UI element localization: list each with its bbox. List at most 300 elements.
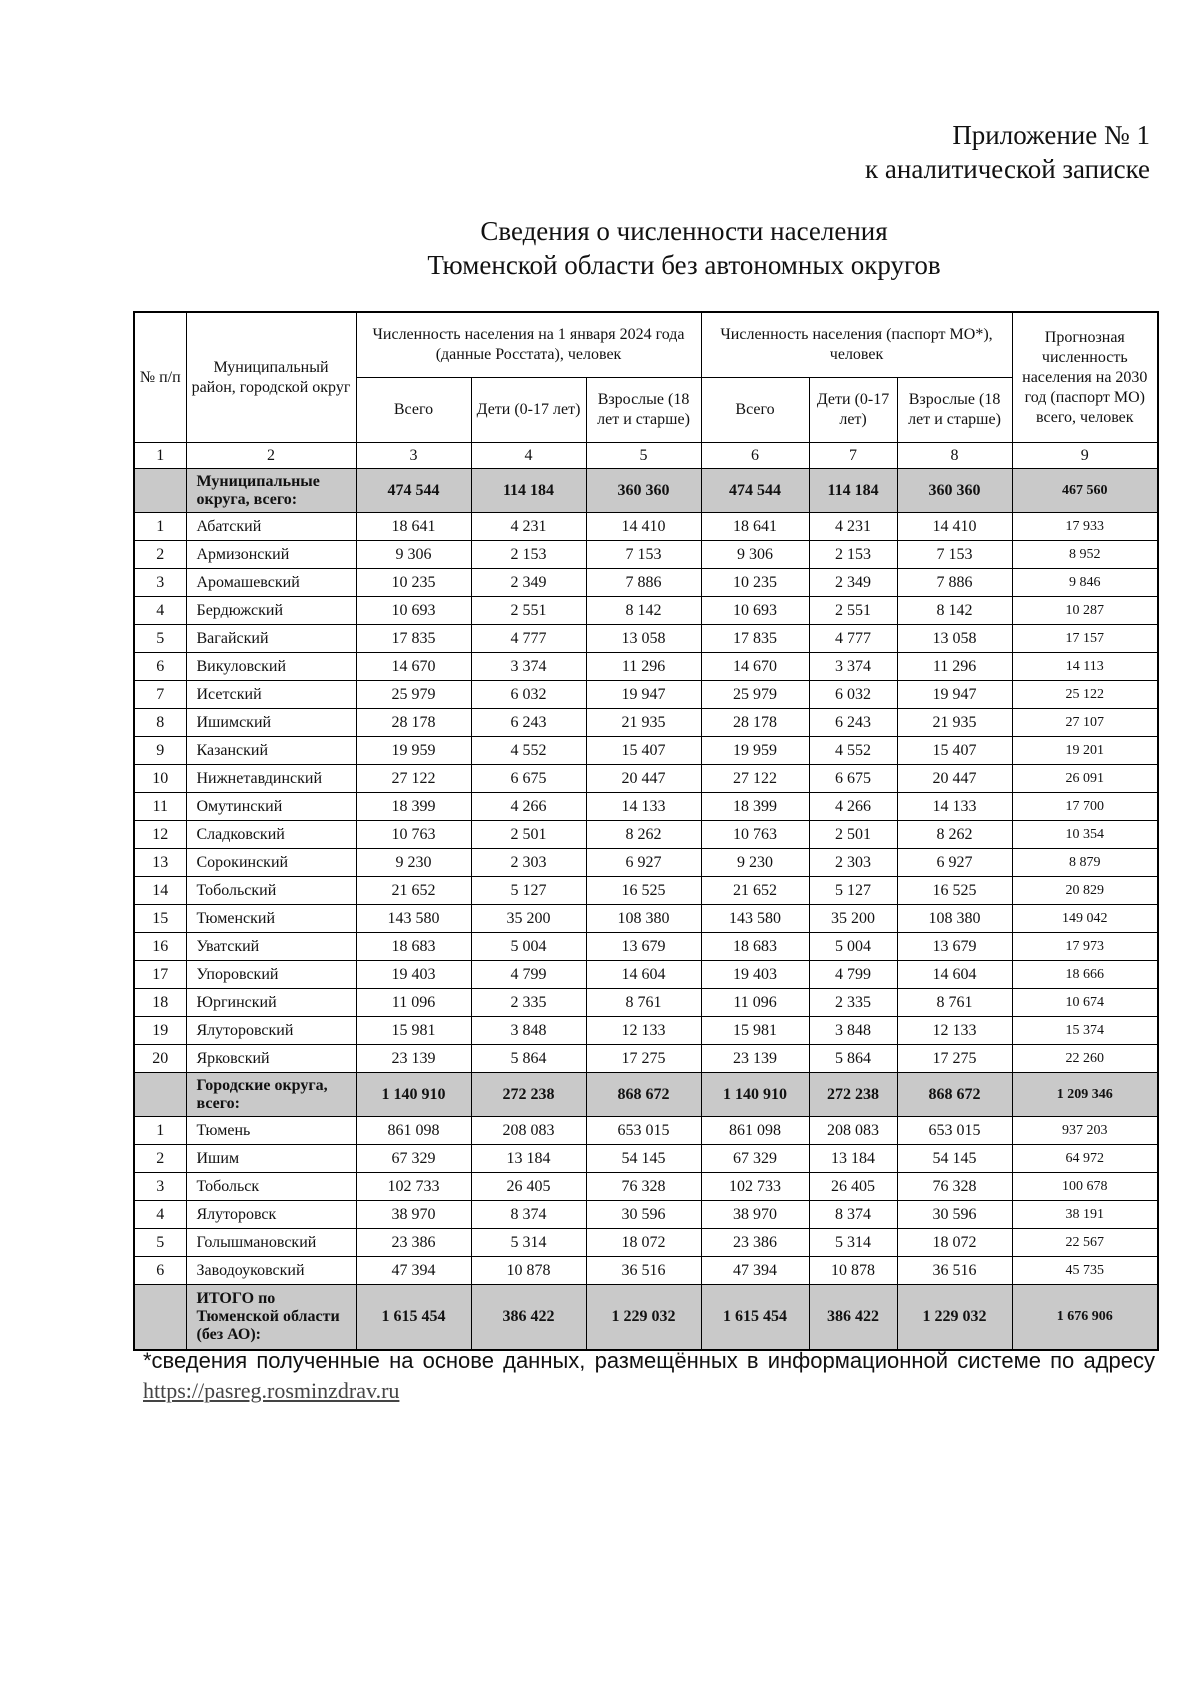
table-row [134, 877, 1158, 905]
forecast-2030: 15 374 [1012, 1017, 1158, 1045]
passport-total: 11 096 [701, 989, 809, 1017]
table-row [134, 905, 1158, 933]
rosstat-total: 23 139 [356, 1045, 471, 1073]
row-number: 16 [134, 933, 186, 961]
forecast-2030: 8 952 [1012, 541, 1158, 569]
passport-adults: 108 380 [897, 905, 1012, 933]
table-row [134, 625, 1158, 653]
rosstat-total: 15 981 [356, 1017, 471, 1045]
forecast-2030: 1 209 346 [1012, 1073, 1158, 1117]
rosstat-children: 10 878 [471, 1257, 586, 1285]
row-number: 3 [134, 569, 186, 597]
passport-adults: 13 679 [897, 933, 1012, 961]
population-table [133, 311, 1159, 1351]
rosstat-adults: 18 072 [586, 1229, 701, 1257]
rosstat-adults: 54 145 [586, 1145, 701, 1173]
passport-total: 19 959 [701, 737, 809, 765]
rosstat-total: 1 140 910 [356, 1073, 471, 1117]
passport-adults: 20 447 [897, 765, 1012, 793]
rosstat-adults: 13 058 [586, 625, 701, 653]
row-number: 12 [134, 821, 186, 849]
passport-total: 28 178 [701, 709, 809, 737]
forecast-2030: 45 735 [1012, 1257, 1158, 1285]
row-number: 15 [134, 905, 186, 933]
forecast-2030: 19 201 [1012, 737, 1158, 765]
district-name: Казанский [186, 737, 356, 765]
district-name: Армизонский [186, 541, 356, 569]
rosstat-adults: 15 407 [586, 737, 701, 765]
row-number: 17 [134, 961, 186, 989]
passport-children: 114 184 [809, 469, 897, 513]
passport-adults: 7 153 [897, 541, 1012, 569]
row-number: 20 [134, 1045, 186, 1073]
passport-children: 272 238 [809, 1073, 897, 1117]
header-passport-children: Дети (0-17 лет) [809, 378, 897, 443]
header-rosstat-children: Дети (0-17 лет) [471, 378, 586, 443]
rosstat-adults: 13 679 [586, 933, 701, 961]
rosstat-total: 17 835 [356, 625, 471, 653]
passport-children: 2 335 [809, 989, 897, 1017]
forecast-2030: 17 973 [1012, 933, 1158, 961]
passport-children: 2 551 [809, 597, 897, 625]
table-row [134, 1229, 1158, 1257]
rosstat-children: 2 551 [471, 597, 586, 625]
rosstat-children: 3 374 [471, 653, 586, 681]
passport-adults: 8 142 [897, 597, 1012, 625]
row-number: 19 [134, 1017, 186, 1045]
passport-adults: 868 672 [897, 1073, 1012, 1117]
passport-total: 23 386 [701, 1229, 809, 1257]
forecast-2030: 20 829 [1012, 877, 1158, 905]
district-name: Абатский [186, 513, 356, 541]
forecast-2030: 8 879 [1012, 849, 1158, 877]
rosstat-total: 861 098 [356, 1117, 471, 1145]
rosstat-adults: 6 927 [586, 849, 701, 877]
passport-adults: 15 407 [897, 737, 1012, 765]
rosstat-children: 2 349 [471, 569, 586, 597]
table-row [134, 709, 1158, 737]
passport-children: 8 374 [809, 1201, 897, 1229]
header-rosstat-total: Всего [356, 378, 471, 443]
rosstat-adults: 7 886 [586, 569, 701, 597]
table-row [134, 569, 1158, 597]
rosstat-children: 5 004 [471, 933, 586, 961]
passport-total: 25 979 [701, 681, 809, 709]
row-number: 1 [134, 1117, 186, 1145]
rosstat-adults: 17 275 [586, 1045, 701, 1073]
rosstat-total: 28 178 [356, 709, 471, 737]
rosstat-children: 26 405 [471, 1173, 586, 1201]
title-line-1: Сведения о численности населения [480, 216, 888, 246]
rosstat-adults: 108 380 [586, 905, 701, 933]
district-name: Ишим [186, 1145, 356, 1173]
column-number: 1 [134, 443, 186, 469]
row-number: 9 [134, 737, 186, 765]
passport-total: 9 306 [701, 541, 809, 569]
passport-total: 18 641 [701, 513, 809, 541]
table-row [134, 933, 1158, 961]
table-row [134, 1145, 1158, 1173]
passport-total: 15 981 [701, 1017, 809, 1045]
column-number: 9 [1012, 443, 1158, 469]
row-number: 18 [134, 989, 186, 1017]
forecast-2030: 18 666 [1012, 961, 1158, 989]
rosstat-adults: 16 525 [586, 877, 701, 905]
table-row [134, 793, 1158, 821]
row-number: 14 [134, 877, 186, 905]
column-number-row [134, 443, 1158, 469]
passport-children: 35 200 [809, 905, 897, 933]
rosstat-children: 35 200 [471, 905, 586, 933]
passport-children: 4 266 [809, 793, 897, 821]
city-total-row [134, 1073, 1158, 1117]
table-row [134, 821, 1158, 849]
table-row [134, 765, 1158, 793]
table-row [134, 541, 1158, 569]
passport-total: 14 670 [701, 653, 809, 681]
district-name: Ишимский [186, 709, 356, 737]
rosstat-children: 4 552 [471, 737, 586, 765]
rosstat-total: 143 580 [356, 905, 471, 933]
footnote: *сведения полученные на основе данных, размещённых в информационной системе по адресу [143, 1348, 1155, 1373]
rosstat-children: 13 184 [471, 1145, 586, 1173]
passport-adults: 19 947 [897, 681, 1012, 709]
forecast-2030: 64 972 [1012, 1145, 1158, 1173]
district-name: Исетский [186, 681, 356, 709]
passport-total: 47 394 [701, 1257, 809, 1285]
passport-children: 2 349 [809, 569, 897, 597]
table-row [134, 597, 1158, 625]
rosstat-adults: 8 262 [586, 821, 701, 849]
passport-adults: 30 596 [897, 1201, 1012, 1229]
rosstat-adults: 653 015 [586, 1117, 701, 1145]
passport-children: 5 314 [809, 1229, 897, 1257]
forecast-2030: 100 678 [1012, 1173, 1158, 1201]
district-name: Сорокинский [186, 849, 356, 877]
passport-adults: 6 927 [897, 849, 1012, 877]
passport-adults: 360 360 [897, 469, 1012, 513]
passport-total: 27 122 [701, 765, 809, 793]
rosstat-total: 67 329 [356, 1145, 471, 1173]
passport-children: 3 374 [809, 653, 897, 681]
district-name: Упоровский [186, 961, 356, 989]
passport-children: 5 004 [809, 933, 897, 961]
header-passport-adults: Взрослые (18 лет и старше) [897, 378, 1012, 443]
rosstat-adults: 360 360 [586, 469, 701, 513]
district-name: Аромашевский [186, 569, 356, 597]
rosstat-children: 4 799 [471, 961, 586, 989]
passport-adults: 21 935 [897, 709, 1012, 737]
district-name: Нижнетавдинский [186, 765, 356, 793]
rosstat-children: 6 243 [471, 709, 586, 737]
rosstat-adults: 12 133 [586, 1017, 701, 1045]
district-name: Уватский [186, 933, 356, 961]
table-row [134, 1173, 1158, 1201]
passport-adults: 76 328 [897, 1173, 1012, 1201]
passport-total: 1 615 454 [701, 1285, 809, 1351]
passport-children: 6 243 [809, 709, 897, 737]
forecast-2030: 17 700 [1012, 793, 1158, 821]
passport-total: 10 693 [701, 597, 809, 625]
passport-adults: 653 015 [897, 1117, 1012, 1145]
rosstat-total: 47 394 [356, 1257, 471, 1285]
row-number: 10 [134, 765, 186, 793]
rosstat-children: 8 374 [471, 1201, 586, 1229]
passport-total: 23 139 [701, 1045, 809, 1073]
passport-total: 1 140 910 [701, 1073, 809, 1117]
appendix-heading [865, 118, 1150, 186]
rosstat-children: 2 335 [471, 989, 586, 1017]
rosstat-children: 5 314 [471, 1229, 586, 1257]
table-body [134, 469, 1158, 1351]
passport-adults: 1 229 032 [897, 1285, 1012, 1351]
row-number: 2 [134, 1145, 186, 1173]
rosstat-total: 9 230 [356, 849, 471, 877]
row-number [134, 1073, 186, 1117]
rosstat-children: 2 153 [471, 541, 586, 569]
title-line-2: Тюменской области без автономных округов [427, 250, 941, 280]
passport-children: 6 032 [809, 681, 897, 709]
passport-children: 208 083 [809, 1117, 897, 1145]
column-number: 3 [356, 443, 471, 469]
rosstat-total: 38 970 [356, 1201, 471, 1229]
passport-total: 38 970 [701, 1201, 809, 1229]
district-name: Муниципальные округа, всего: [186, 469, 356, 513]
district-name: Городские округа, всего: [186, 1073, 356, 1117]
row-number: 3 [134, 1173, 186, 1201]
district-name: Заводоуковский [186, 1257, 356, 1285]
district-name: Ялуторовский [186, 1017, 356, 1045]
rosstat-adults: 19 947 [586, 681, 701, 709]
header-district: Муниципальный район, городской округ [186, 312, 356, 443]
row-number: 13 [134, 849, 186, 877]
rosstat-children: 6 675 [471, 765, 586, 793]
rosstat-total: 18 641 [356, 513, 471, 541]
district-name: Сладковский [186, 821, 356, 849]
rosstat-children: 6 032 [471, 681, 586, 709]
rosstat-total: 27 122 [356, 765, 471, 793]
rosstat-adults: 36 516 [586, 1257, 701, 1285]
passport-adults: 14 133 [897, 793, 1012, 821]
table-row [134, 961, 1158, 989]
passport-total: 10 235 [701, 569, 809, 597]
district-name: Бердюжский [186, 597, 356, 625]
rosstat-adults: 8 142 [586, 597, 701, 625]
passport-total: 67 329 [701, 1145, 809, 1173]
rosstat-total: 102 733 [356, 1173, 471, 1201]
passport-children: 2 303 [809, 849, 897, 877]
passport-children: 10 878 [809, 1257, 897, 1285]
passport-total: 19 403 [701, 961, 809, 989]
passport-adults: 11 296 [897, 653, 1012, 681]
rosstat-total: 19 403 [356, 961, 471, 989]
passport-children: 4 231 [809, 513, 897, 541]
table-row [134, 653, 1158, 681]
rosstat-children: 114 184 [471, 469, 586, 513]
row-number: 2 [134, 541, 186, 569]
footnote-link[interactable]: https://pasreg.rosminzdrav.ru [143, 1378, 400, 1403]
header-passport-group: Численность населения (паспорт МО*), человек [701, 312, 1012, 378]
passport-children: 13 184 [809, 1145, 897, 1173]
passport-adults: 16 525 [897, 877, 1012, 905]
passport-adults: 36 516 [897, 1257, 1012, 1285]
table-row [134, 1117, 1158, 1145]
rosstat-adults: 1 229 032 [586, 1285, 701, 1351]
row-number: 4 [134, 597, 186, 625]
passport-adults: 13 058 [897, 625, 1012, 653]
rosstat-children: 2 501 [471, 821, 586, 849]
row-number: 6 [134, 653, 186, 681]
table-row [134, 681, 1158, 709]
rosstat-total: 11 096 [356, 989, 471, 1017]
forecast-2030: 17 933 [1012, 513, 1158, 541]
forecast-2030: 14 113 [1012, 653, 1158, 681]
passport-children: 2 153 [809, 541, 897, 569]
forecast-2030: 25 122 [1012, 681, 1158, 709]
passport-children: 6 675 [809, 765, 897, 793]
table-row [134, 849, 1158, 877]
forecast-2030: 10 287 [1012, 597, 1158, 625]
passport-children: 4 552 [809, 737, 897, 765]
district-name: Викуловский [186, 653, 356, 681]
header-num: № п/п [134, 312, 186, 443]
rosstat-adults: 8 761 [586, 989, 701, 1017]
rosstat-total: 25 979 [356, 681, 471, 709]
rosstat-children: 272 238 [471, 1073, 586, 1117]
table-row [134, 737, 1158, 765]
rosstat-adults: 14 604 [586, 961, 701, 989]
district-name: Тобольский [186, 877, 356, 905]
passport-total: 21 652 [701, 877, 809, 905]
table-row [134, 1017, 1158, 1045]
district-name: Вагайский [186, 625, 356, 653]
header-forecast: Прогнозная численность населения на 2030 год (паспорт МО) всего, человек [1012, 312, 1158, 443]
rosstat-children: 5 127 [471, 877, 586, 905]
passport-children: 2 501 [809, 821, 897, 849]
passport-adults: 14 410 [897, 513, 1012, 541]
forecast-2030: 10 674 [1012, 989, 1158, 1017]
rosstat-adults: 21 935 [586, 709, 701, 737]
rosstat-children: 4 231 [471, 513, 586, 541]
row-number: 4 [134, 1201, 186, 1229]
appendix-number: Приложение № 1 [952, 120, 1150, 150]
rosstat-total: 21 652 [356, 877, 471, 905]
rosstat-adults: 14 133 [586, 793, 701, 821]
forecast-2030: 467 560 [1012, 469, 1158, 513]
rosstat-adults: 11 296 [586, 653, 701, 681]
passport-adults: 54 145 [897, 1145, 1012, 1173]
rosstat-total: 10 693 [356, 597, 471, 625]
passport-adults: 8 761 [897, 989, 1012, 1017]
passport-children: 26 405 [809, 1173, 897, 1201]
rosstat-children: 208 083 [471, 1117, 586, 1145]
passport-adults: 7 886 [897, 569, 1012, 597]
rosstat-total: 19 959 [356, 737, 471, 765]
passport-adults: 12 133 [897, 1017, 1012, 1045]
district-name: Голышмановский [186, 1229, 356, 1257]
rosstat-total: 18 399 [356, 793, 471, 821]
table-row [134, 1257, 1158, 1285]
column-number: 5 [586, 443, 701, 469]
forecast-2030: 22 567 [1012, 1229, 1158, 1257]
rosstat-children: 386 422 [471, 1285, 586, 1351]
rosstat-adults: 7 153 [586, 541, 701, 569]
grand-total-row [134, 1285, 1158, 1351]
forecast-2030: 27 107 [1012, 709, 1158, 737]
row-number: 1 [134, 513, 186, 541]
rosstat-adults: 20 447 [586, 765, 701, 793]
passport-total: 474 544 [701, 469, 809, 513]
row-number: 5 [134, 625, 186, 653]
rosstat-adults: 868 672 [586, 1073, 701, 1117]
rosstat-total: 23 386 [356, 1229, 471, 1257]
column-number: 2 [186, 443, 356, 469]
passport-total: 18 399 [701, 793, 809, 821]
column-number: 4 [471, 443, 586, 469]
header-rosstat-group: Численность населения на 1 января 2024 года (данные Росстата), человек [356, 312, 701, 378]
passport-children: 3 848 [809, 1017, 897, 1045]
column-number: 7 [809, 443, 897, 469]
rosstat-children: 3 848 [471, 1017, 586, 1045]
rosstat-total: 9 306 [356, 541, 471, 569]
table-row [134, 513, 1158, 541]
appendix-reference: к аналитической записке [865, 154, 1150, 184]
column-number: 6 [701, 443, 809, 469]
forecast-2030: 149 042 [1012, 905, 1158, 933]
district-name: Тюменский [186, 905, 356, 933]
district-name: Юргинский [186, 989, 356, 1017]
district-name: Ярковский [186, 1045, 356, 1073]
passport-total: 102 733 [701, 1173, 809, 1201]
passport-adults: 14 604 [897, 961, 1012, 989]
rosstat-total: 18 683 [356, 933, 471, 961]
passport-children: 5 864 [809, 1045, 897, 1073]
passport-total: 861 098 [701, 1117, 809, 1145]
rosstat-total: 474 544 [356, 469, 471, 513]
rosstat-children: 4 777 [471, 625, 586, 653]
header-passport-total: Всего [701, 378, 809, 443]
row-number: 7 [134, 681, 186, 709]
rosstat-total: 14 670 [356, 653, 471, 681]
rosstat-adults: 14 410 [586, 513, 701, 541]
passport-total: 10 763 [701, 821, 809, 849]
passport-total: 143 580 [701, 905, 809, 933]
district-name: Тюмень [186, 1117, 356, 1145]
table-row [134, 1045, 1158, 1073]
rosstat-total: 10 763 [356, 821, 471, 849]
passport-adults: 17 275 [897, 1045, 1012, 1073]
forecast-2030: 26 091 [1012, 765, 1158, 793]
district-name: Тобольск [186, 1173, 356, 1201]
forecast-2030: 937 203 [1012, 1117, 1158, 1145]
passport-children: 5 127 [809, 877, 897, 905]
district-name: ИТОГО по Тюменской области (без АО): [186, 1285, 356, 1351]
rosstat-adults: 30 596 [586, 1201, 701, 1229]
page-title [0, 214, 1200, 282]
forecast-2030: 38 191 [1012, 1201, 1158, 1229]
rosstat-children: 4 266 [471, 793, 586, 821]
rosstat-total: 10 235 [356, 569, 471, 597]
passport-children: 4 799 [809, 961, 897, 989]
header-row-1 [134, 312, 1158, 378]
header-rosstat-adults: Взрослые (18 лет и старше) [586, 378, 701, 443]
table-row [134, 1201, 1158, 1229]
district-name: Ялуторовск [186, 1201, 356, 1229]
forecast-2030: 1 676 906 [1012, 1285, 1158, 1351]
forecast-2030: 17 157 [1012, 625, 1158, 653]
row-number: 8 [134, 709, 186, 737]
passport-children: 386 422 [809, 1285, 897, 1351]
